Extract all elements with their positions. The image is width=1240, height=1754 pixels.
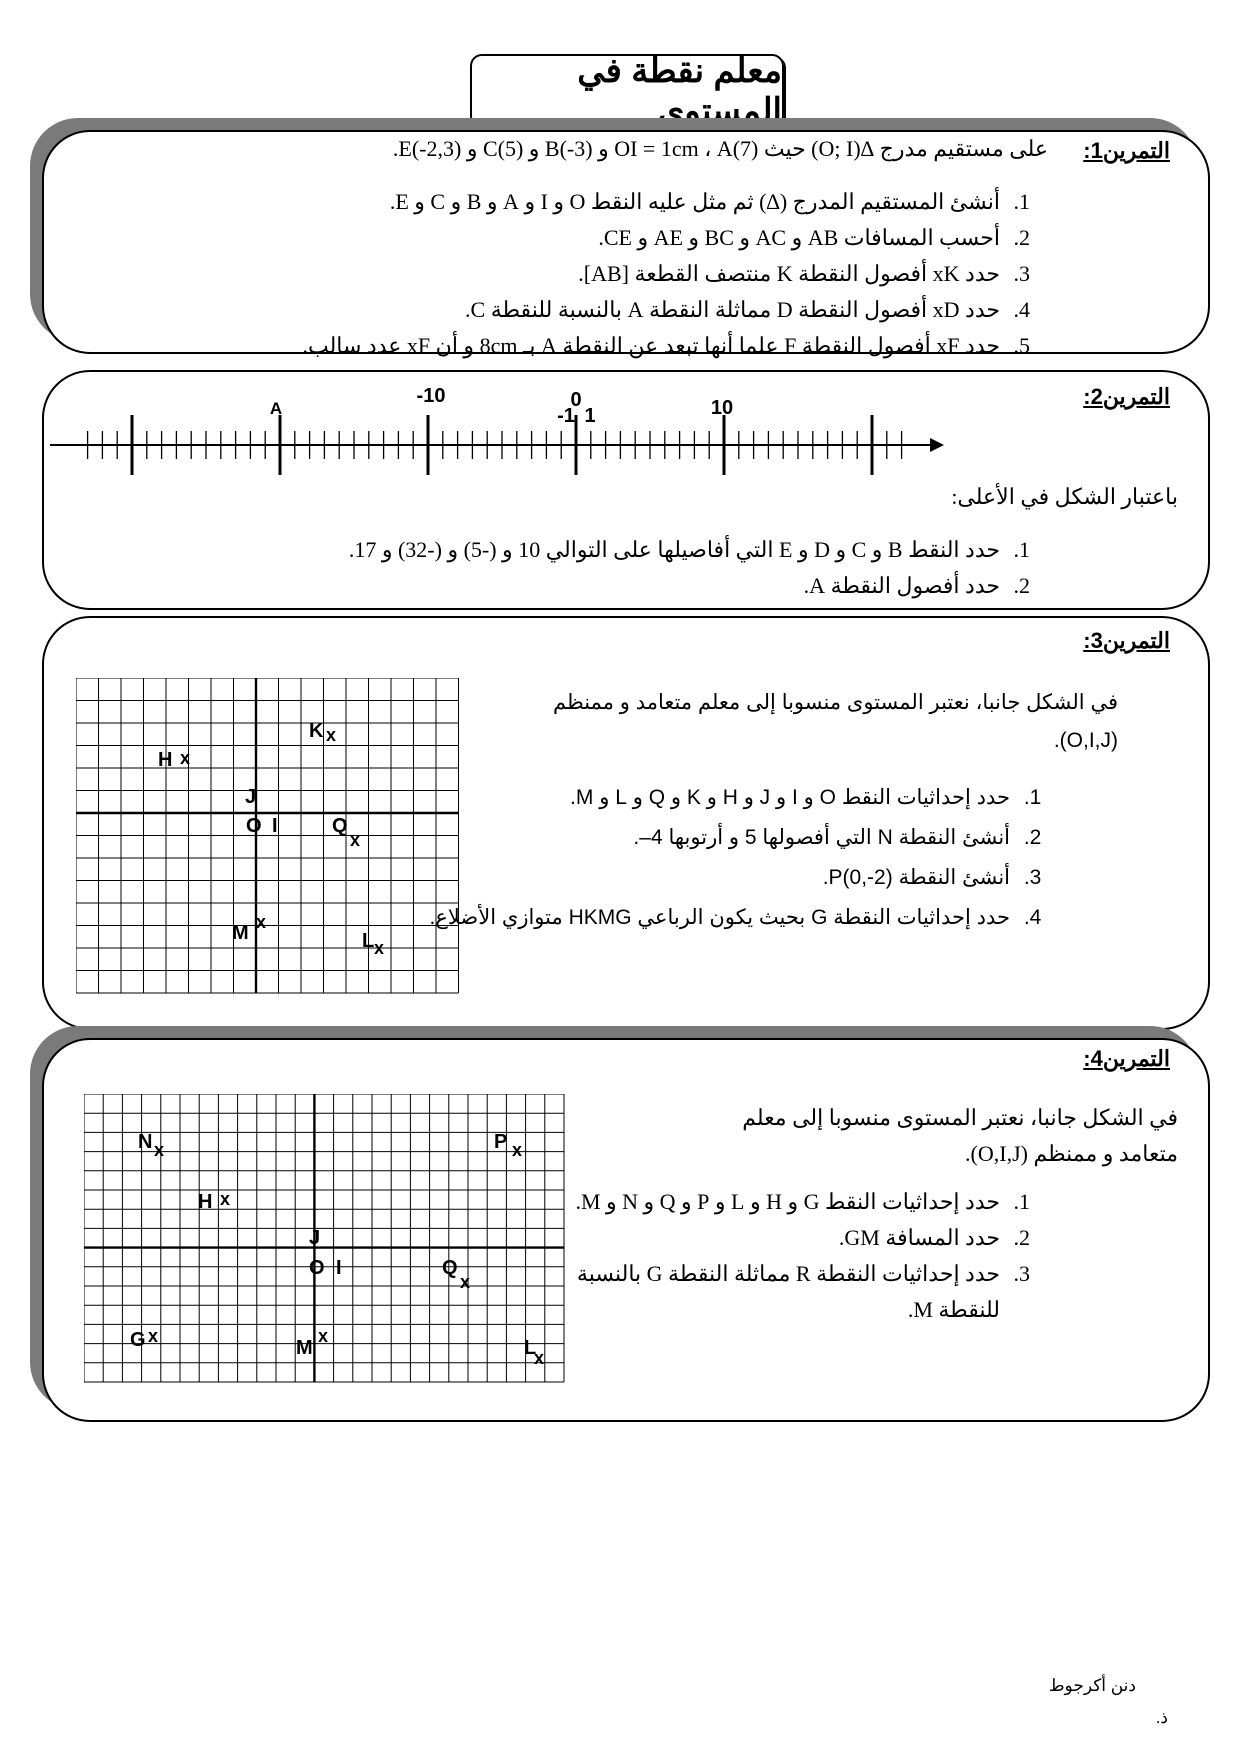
grid-3-label-q: Q bbox=[332, 815, 348, 837]
number-line-arrow-icon bbox=[930, 438, 944, 452]
grid-4-label-n: N bbox=[138, 1131, 153, 1153]
grid-3-label-i: I bbox=[272, 815, 278, 837]
exercise-3-box bbox=[42, 616, 1210, 1030]
exercise-1-question: 1. أنشئ المستقيم المدرج (∆) ثم مثل عليه النقط O و I و A و B و C و E. bbox=[108, 184, 1008, 220]
exercise-2-questions bbox=[108, 532, 1038, 604]
exercise-2-heading: التمرين2: bbox=[1083, 384, 1170, 409]
exercise-1-intro: على مستقيم مدرج ∆(O; I) حيث OI = 1cm ، A(7) و B(-3) و C(5) و E(-2,3). bbox=[392, 136, 1048, 161]
exercise-3-intro: في الشكل جانبا، نعتبر المستوى منسوبا إلى معلم متعامد و ممنظم (O,I,J). bbox=[553, 691, 1118, 752]
grid-4-label-g: G bbox=[130, 1329, 146, 1351]
exercise-4-box bbox=[42, 1038, 1210, 1422]
grid-4-mark-h: x bbox=[220, 1189, 231, 1209]
grid-3-label-k: K bbox=[309, 720, 324, 742]
grid-4-mark-g: x bbox=[148, 1326, 159, 1346]
grid-3-mark-h: x bbox=[180, 748, 191, 768]
grid-3-mark-m: x bbox=[256, 912, 267, 932]
exercise-1-heading: التمرين1: bbox=[1083, 138, 1170, 163]
exercise-3-question: 4. حدد إحداثيات النقطة G بحيث يكون الرباعي HKMG متوازي الأضلاع. bbox=[418, 898, 1018, 938]
grid-4-label-q: Q bbox=[442, 1257, 458, 1279]
coordinate-grid-4 bbox=[84, 1094, 604, 1414]
grid-3-mark-l: x bbox=[374, 938, 385, 958]
exercise-2-box bbox=[42, 370, 1210, 610]
number-line-label-a: A bbox=[269, 399, 283, 418]
grid-4-label-l: L bbox=[524, 1337, 537, 1359]
exercise-3-question: 1. حدد إحداثيات النقط O و I و J و H و K و Q و L و M. bbox=[418, 778, 1018, 818]
exercise-1-question: 5. حدد xF أفصول النقطة F علما أنها تبعد عن النقطة A بـ 8cm و أن xF عدد سالب. bbox=[108, 328, 1008, 364]
exercise-2-question: 1. حدد النقط B و C و D و E التي أفاصيلها على التوالي 10 و (-5) و (-32) و 17. bbox=[108, 532, 1008, 568]
exercise-3-heading: التمرين3: bbox=[1083, 628, 1170, 653]
number-line-label-10: 10 bbox=[710, 397, 734, 419]
exercise-4-intro: في الشكل جانبا، نعتبر المستوى منسوبا إلى معلم متعامد و ممنظم (O,I,J). bbox=[742, 1105, 1178, 1166]
grid-3-mark-q: x bbox=[350, 830, 361, 850]
exercise-4-question: 1. حدد إحداثيات النقط G و H و L و P و Q و N و M. bbox=[568, 1184, 1008, 1220]
grid-3-label-j: J bbox=[245, 786, 257, 808]
footer-author: دنن أكرجوط bbox=[1048, 1676, 1136, 1695]
grid-4-label-m: M bbox=[296, 1337, 313, 1359]
grid-4-mark-l: x bbox=[534, 1348, 545, 1368]
exercise-1-box bbox=[42, 130, 1210, 358]
exercise-3-question: 2. أنشئ النقطة N التي أفصولها 5 و أرتوبها 4–. bbox=[418, 818, 1018, 858]
grid-4-mark-m: x bbox=[318, 1326, 329, 1346]
page-title-text: معلم نقطة في المستوى bbox=[577, 52, 782, 130]
page-title bbox=[470, 54, 784, 128]
exercise-4-question: 3. حدد إحداثيات النقطة R مماثلة النقطة G بالنسبة للنقطة M. bbox=[568, 1256, 1008, 1328]
exercise-1-question: 3. حدد xK أفصول النقطة K منتصف القطعة [AB]. bbox=[108, 256, 1008, 292]
grid-4-mark-p: x bbox=[512, 1140, 523, 1160]
footer-prefix: ذ. bbox=[1155, 1708, 1168, 1727]
number-line-label-minus1: -1 bbox=[557, 405, 575, 427]
grid-3-label-l: L bbox=[362, 930, 375, 952]
exercise-1-questions bbox=[108, 184, 1038, 364]
grid-3-label-h: H bbox=[158, 749, 173, 771]
grid-4-label-j: J bbox=[309, 1227, 321, 1249]
exercise-2-question: 2. حدد أفصول النقطة A. bbox=[108, 568, 1008, 604]
grid-4-mark-n: x bbox=[154, 1140, 165, 1160]
exercise-4-question: 2. حدد المسافة GM. bbox=[568, 1220, 1008, 1256]
number-line-label-zero: 0 bbox=[570, 389, 582, 411]
grid-4-label-h: H bbox=[198, 1191, 213, 1213]
grid-4-label-i: I bbox=[336, 1257, 342, 1279]
number-line-label-one: 1 bbox=[584, 405, 596, 427]
grid-4-label-p: P bbox=[494, 1131, 508, 1153]
grid-3-label-o: O bbox=[246, 815, 262, 837]
grid-4-mark-q: x bbox=[460, 1272, 471, 1292]
exercise-3-questions bbox=[418, 778, 1048, 938]
grid-3-label-m: M bbox=[232, 922, 249, 944]
exercise-2-intro: باعتبار الشكل في الأعلى: bbox=[951, 484, 1178, 509]
exercise-4-questions bbox=[568, 1184, 1038, 1328]
exercise-1-question: 4. حدد xD أفصول النقطة D مماثلة النقطة A بالنسبة للنقطة C. bbox=[108, 292, 1008, 328]
grid-3-lines bbox=[76, 678, 459, 993]
number-line-label-minus10: -10 bbox=[416, 385, 446, 407]
exercise-1-question: 2. أحسب المسافات AB و AC و BC و AE و CE. bbox=[108, 220, 1008, 256]
grid-4-label-o: O bbox=[309, 1257, 325, 1279]
coordinate-grid-3 bbox=[76, 678, 496, 1008]
exercise-4-heading: التمرين4: bbox=[1083, 1046, 1170, 1071]
number-line bbox=[44, 372, 1212, 492]
grid-3-mark-k: x bbox=[326, 725, 337, 745]
exercise-3-question: 3. أنشئ النقطة P(0,-2). bbox=[418, 858, 1018, 898]
